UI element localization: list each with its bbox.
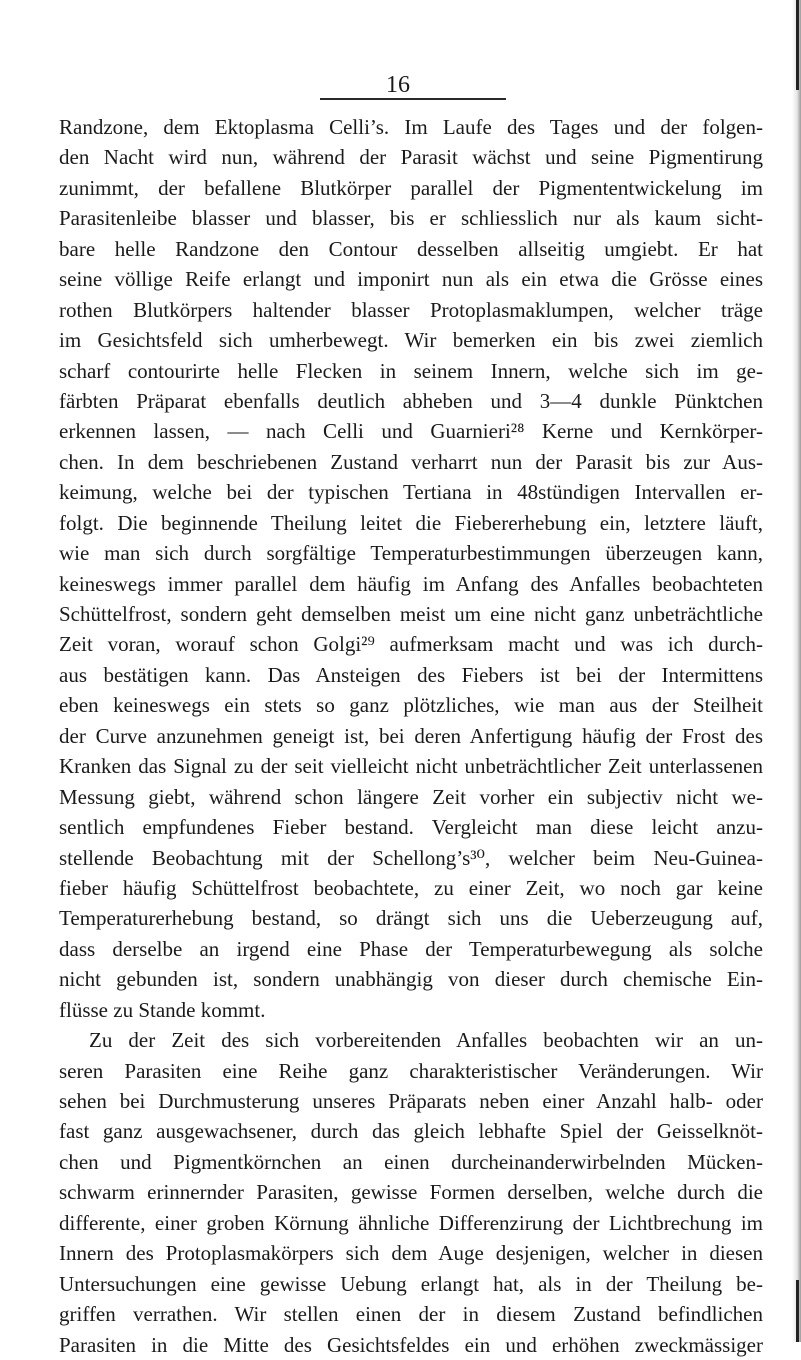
text-line: der Curve anzunehmen geneigt ist, bei deren Anfertigung häufig der Frost des <box>59 723 763 748</box>
text-line: aus bestätigen kann. Das Ansteigen des Fiebers ist bei der Intermittens <box>59 662 763 687</box>
text-line: seine völlige Reife erlangt und imponirt nun als ein etwa die Grösse eines <box>59 267 763 292</box>
text-line: Kranken das Signal zu der seit vielleicht nicht unbeträchtlicher Zeit unterlassenen <box>59 754 763 779</box>
page-number: 16 <box>386 72 410 98</box>
paragraph-last-line: flüsse zu Stande kommt. <box>59 997 266 1022</box>
paragraph-first-line: Zu der Zeit des sich vorbereitenden Anfalles beobachten wir an un- <box>89 1028 763 1053</box>
text-line: den Nacht wird nun, während der Parasit wächst und seine Pigmentirung <box>59 145 763 170</box>
page-edge-mark <box>796 1280 799 1342</box>
text-line: nicht gebunden ist, sondern unabhängig von dieser durch chemische Ein- <box>59 967 763 992</box>
text-line: folgt. Die beginnende Theilung leitet die Fiebererhebung ein, letztere läuft, <box>59 510 763 535</box>
text-line: sehen bei Durchmusterung unseres Präparats neben einer Anzahl halb- oder <box>59 1089 763 1113</box>
body-text <box>59 112 763 1360</box>
text-line: färbten Präparat ebenfalls deutlich abheben und 3—4 dunkle Pünktchen <box>59 388 763 413</box>
text-line: griffen verrathen. Wir stellen einen der in diesem Zustand befindlichen <box>59 1302 763 1327</box>
text-line: scharf contourirte helle Flecken in seinem Innern, welche sich im ge- <box>59 358 763 383</box>
page-edge-mark <box>796 0 799 90</box>
text-line: fieber häufig Schüttelfrost beobachtete, zu einer Zeit, wo noch gar keine <box>59 875 763 900</box>
text-line: schwarm erinnernder Parasiten, gewisse Formen derselben, welche durch die <box>59 1180 763 1205</box>
text-line: differente, einer groben Körnung ähnliche Differenzirung der Lichtbrechung im <box>59 1210 763 1235</box>
text-line: Temperaturerhebung bestand, so drängt sich uns die Ueberzeugung auf, <box>59 906 763 931</box>
text-line: Zeit voran, worauf schon Golgi²⁹ aufmerksam macht und was ich durch- <box>59 632 763 657</box>
text-line: eben keineswegs ein stets so ganz plötzliches, wie man aus der Steilheit <box>59 693 763 718</box>
text-line: chen und Pigmentkörnchen an einen durcheinanderwirbelnden Mücken- <box>59 1149 763 1174</box>
text-line: Randzone, dem Ektoplasma Celli’s. Im Laufe des Tages und der folgen- <box>59 115 763 139</box>
text-line: stellende Beobachtung mit der Schellong’s³⁰, welcher beim Neu-Guinea- <box>59 845 763 870</box>
text-line: bare helle Randzone den Contour desselben allseitig umgiebt. Er hat <box>59 236 763 261</box>
text-line: fast ganz ausgewachsener, durch das gleich lebhafte Spiel der Geisselknöt- <box>59 1119 763 1144</box>
text-line: seren Parasiten eine Reihe ganz charakteristischer Veränderungen. Wir <box>59 1058 763 1083</box>
text-line: Innern des Protoplasmakörpers sich dem Auge desjenigen, welcher in diesen <box>59 1241 763 1266</box>
header-rule <box>320 98 506 100</box>
text-line: im Gesichtsfeld sich umherbewegt. Wir bemerken ein bis zwei ziemlich <box>59 328 763 353</box>
text-line: Untersuchungen eine gewisse Uebung erlangt hat, als in der Theilung be- <box>59 1271 763 1296</box>
text-line: zunimmt, der befallene Blutkörper parallel der Pigmententwickelung im <box>59 175 763 200</box>
text-line: Parasitenleibe blasser und blasser, bis er schliesslich nur als kaum sicht- <box>59 206 763 231</box>
text-line: Messung giebt, während schon längere Zeit vorher ein subjectiv nicht we- <box>59 784 763 809</box>
text-line: keimung, welche bei der typischen Tertiana in 48stündigen Intervallen er- <box>59 480 763 505</box>
text-line: dass derselbe an irgend eine Phase der Temperaturbewegung als solche <box>59 936 763 961</box>
page-edge-shadow <box>792 0 801 1342</box>
text-line: Parasiten in die Mitte des Gesichtsfeldes ein und erhöhen zweckmässiger <box>59 1332 763 1357</box>
text-line: Schüttelfrost, sondern geht demselben meist um eine nicht ganz unbeträchtliche <box>59 602 763 626</box>
text-line: sentlich empfundenes Fieber bestand. Vergleicht man diese leicht anzu- <box>59 815 763 840</box>
text-line: wie man sich durch sorgfältige Temperaturbestimmungen überzeugen kann, <box>59 541 763 566</box>
text-line: rothen Blutkörpers haltender blasser Protoplasmaklumpen, welcher träge <box>59 297 763 322</box>
text-line: chen. In dem beschriebenen Zustand verharrt nun der Parasit bis zur Aus- <box>59 449 763 474</box>
text-line: erkennen lassen, — nach Celli und Guarnieri²⁸ Kerne und Kernkörper- <box>59 419 763 444</box>
text-line: keineswegs immer parallel dem häufig im Anfang des Anfalles beobachteten <box>59 571 763 596</box>
